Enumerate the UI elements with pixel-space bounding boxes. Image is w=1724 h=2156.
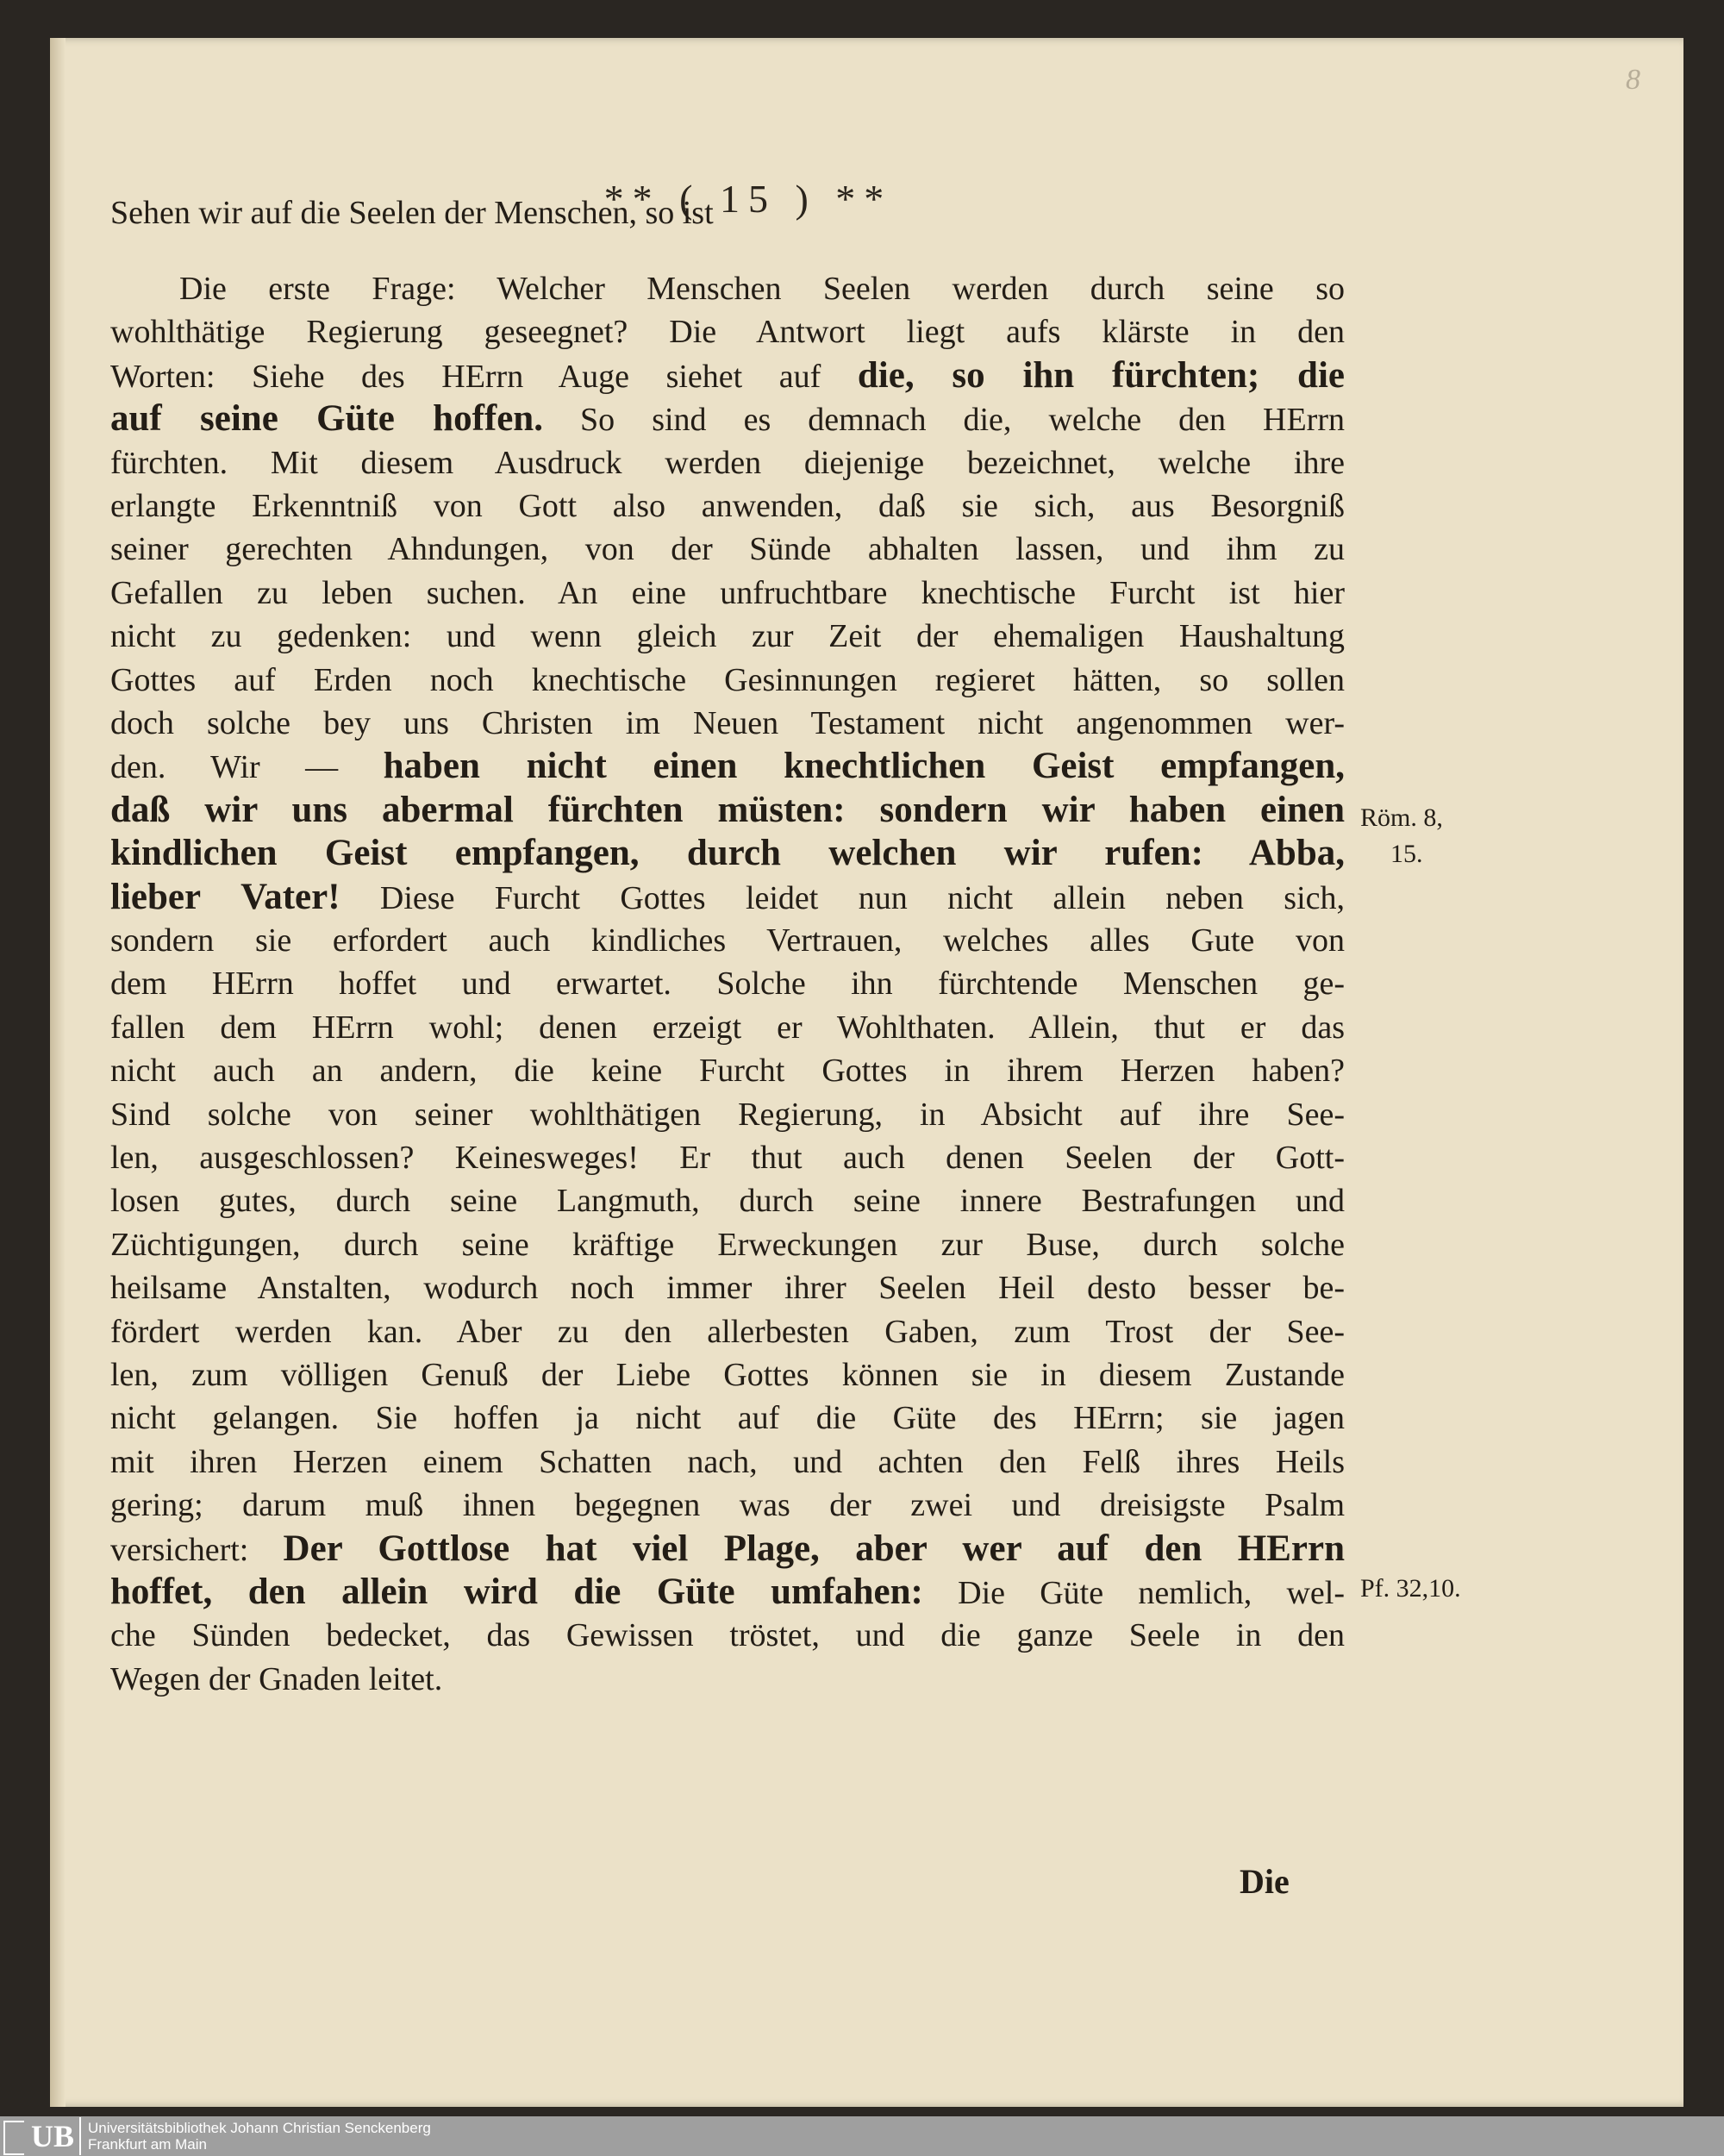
text-segment: Gefallen zu leben suchen. An eine unfruchtbare knechtische Furcht ist hier <box>110 574 1345 611</box>
text-line <box>110 1353 1345 1397</box>
logo-text: UB <box>30 2119 74 2153</box>
ub-logo <box>0 2117 81 2155</box>
text-line <box>110 484 1345 528</box>
text-segment: Züchtigungen, durch seine kräftige Erweckungen zur Buse, durch solche <box>110 1226 1345 1263</box>
text-line <box>110 1049 1345 1092</box>
text-segment: nicht auch an andern, die keine Furcht Gottes in ihrem Herzen haben? <box>110 1053 1345 1090</box>
text-segment: Wegen der Gnaden leitet. <box>110 1660 443 1697</box>
text-segment: gering; darum muß ihnen begegnen was der zwei und dreisigste Psalm <box>110 1487 1345 1524</box>
text-segment: heilsame Anstalten, wodurch noch immer ihrer Seelen Heil desto besser be- <box>110 1270 1345 1307</box>
margin-note: Pf. 32,10. <box>1360 1574 1461 1603</box>
text-segment: losen gutes, durch seine Langmuth, durch seine innere Bestrafungen und <box>110 1183 1345 1220</box>
text-segment: seiner gerechten Ahndungen, von der Sünde abhalten lassen, und ihm zu <box>110 531 1345 568</box>
text-line <box>110 702 1345 745</box>
emphasized-text: haben nicht einen knechtlichen Geist empfangen, <box>383 746 1345 787</box>
text-line <box>110 1266 1345 1309</box>
text-segment: erlangte Erkenntniß von Gott also anwenden, daß sie sich, aus Besorgniß <box>110 488 1345 524</box>
text-line <box>110 310 1345 353</box>
text-line <box>110 1528 1345 1572</box>
text-line <box>110 1571 1345 1615</box>
emphasized-text: die, so ihn fürchten; die <box>857 354 1345 396</box>
text-segment: len, ausgeschlossen? Keinesweges! Er thut auch denen Seelen der Gott- <box>110 1140 1345 1176</box>
text-segment: Die erste Frage: Welcher Menschen Seelen werden durch seine so <box>179 271 1345 307</box>
text-segment: Gottes auf Erden noch knechtische Gesinnungen regieret hätten, so sollen <box>110 661 1345 698</box>
text-line <box>110 789 1345 833</box>
text-segment: fördert werden kan. Aber zu den allerbesten Gaben, zum Trost der See- <box>110 1313 1345 1350</box>
text-line <box>110 1397 1345 1440</box>
text-segment: dem HErrn hoffet und erwartet. Solche ihn fürchtende Menschen ge- <box>110 966 1345 1003</box>
text-line <box>110 528 1345 571</box>
text-segment: len, zum völligen Genuß der Liebe Gottes können sie in diesem Zustande <box>110 1357 1345 1393</box>
pencil-page-number: 8 <box>1626 64 1640 96</box>
text-line <box>110 1006 1345 1049</box>
text-segment: fürchten. Mit diesem Ausdruck werden diejenige bezeichnet, welche ihre <box>110 444 1345 481</box>
text-segment: Diese Furcht Gottes leidet nun nicht allein neben sich, <box>340 879 1345 916</box>
text-segment: nicht zu gedenken: und wenn gleich zur Zeit der ehemaligen Haushaltung <box>110 618 1345 655</box>
text-line <box>110 191 1345 234</box>
emphasized-text: auf seine Güte hoffen. <box>110 398 543 440</box>
emphasized-text: daß wir uns abermal fürchten müsten: sondern wir haben einen <box>110 789 1345 830</box>
emphasized-text: hoffet, den allein wird die Güte umfahen: <box>110 1572 923 1612</box>
text-line <box>110 1484 1345 1527</box>
text-line <box>110 615 1345 658</box>
emphasized-text: Der Gottlose hat viel Plage, aber wer auf den HErrn <box>283 1528 1345 1569</box>
page-gutter <box>50 38 66 2107</box>
text-segment: fallen dem HErrn wohl; denen erzeigt er Wohlthaten. Allein, thut er das <box>110 1009 1345 1046</box>
text-segment: Sehen wir auf die Seelen der Menschen, so ist <box>110 195 714 231</box>
text-line <box>110 962 1345 1005</box>
text-segment: wohlthätige Regierung geseegnet? Die Antwort liegt aufs klärste in den <box>110 314 1345 351</box>
text-line <box>110 397 1345 441</box>
library-name <box>88 2120 431 2153</box>
text-line <box>110 1440 1345 1484</box>
text-segment: versichert: <box>110 1531 284 1568</box>
text-segment: den. Wir — <box>110 749 384 786</box>
text-line <box>110 876 1345 920</box>
text-line <box>110 267 1345 310</box>
book-page <box>50 38 1683 2107</box>
text-line <box>110 919 1345 962</box>
text-segment: Sind solche von seiner wohlthätigen Regierung, in Absicht auf ihre See- <box>110 1096 1345 1133</box>
text-line <box>110 441 1345 484</box>
library-name-line2: Frankfurt am Main <box>88 2136 207 2153</box>
text-line <box>110 1093 1345 1136</box>
text-line <box>110 832 1345 876</box>
text-line <box>110 1136 1345 1179</box>
text-segment: Worten: Siehe des HErrn Auge siehet auf <box>110 358 858 395</box>
page-header: ** ( 15 ) ** <box>603 177 893 221</box>
text-line <box>110 1223 1345 1266</box>
text-segment: sondern sie erfordert auch kindliches Vertrauen, welches alles Gute von <box>110 922 1345 959</box>
text-segment: So sind es demnach die, welche den HErrn <box>542 402 1345 439</box>
text-line <box>110 1179 1345 1222</box>
catchword: Die <box>1240 1862 1290 1901</box>
text-line <box>110 659 1345 702</box>
text-segment: che Sünden bedecket, das Gewissen tröstet, und die ganze Seele in den <box>110 1617 1345 1654</box>
margin-note: Röm. 8, <box>1360 803 1443 832</box>
text-segment: doch solche bey uns Christen im Neuen Testament nicht angenommen wer- <box>110 705 1345 741</box>
library-name-line1: Universitätsbibliothek Johann Christian Senckenberg <box>88 2120 431 2136</box>
text-line <box>110 572 1345 615</box>
library-footer <box>0 2116 1724 2156</box>
text-line <box>110 1310 1345 1353</box>
text-segment: Die Güte nemlich, wel- <box>922 1575 1345 1611</box>
text-segment: nicht gelangen. Sie hoffen ja nicht auf die Güte des HErrn; sie jagen <box>110 1400 1345 1437</box>
text-line <box>110 1614 1345 1657</box>
text-segment: mit ihren Herzen einem Schatten nach, und achten den Felß ihres Heils <box>110 1443 1345 1480</box>
emphasized-text: kindlichen Geist empfangen, durch welchen wir rufen: Abba, <box>110 833 1345 874</box>
emphasized-text: lieber Vater! <box>110 876 340 917</box>
text-line <box>110 354 1345 398</box>
text-line <box>110 745 1345 789</box>
text-line <box>110 1658 1345 1701</box>
margin-note: 15. <box>1390 840 1423 868</box>
